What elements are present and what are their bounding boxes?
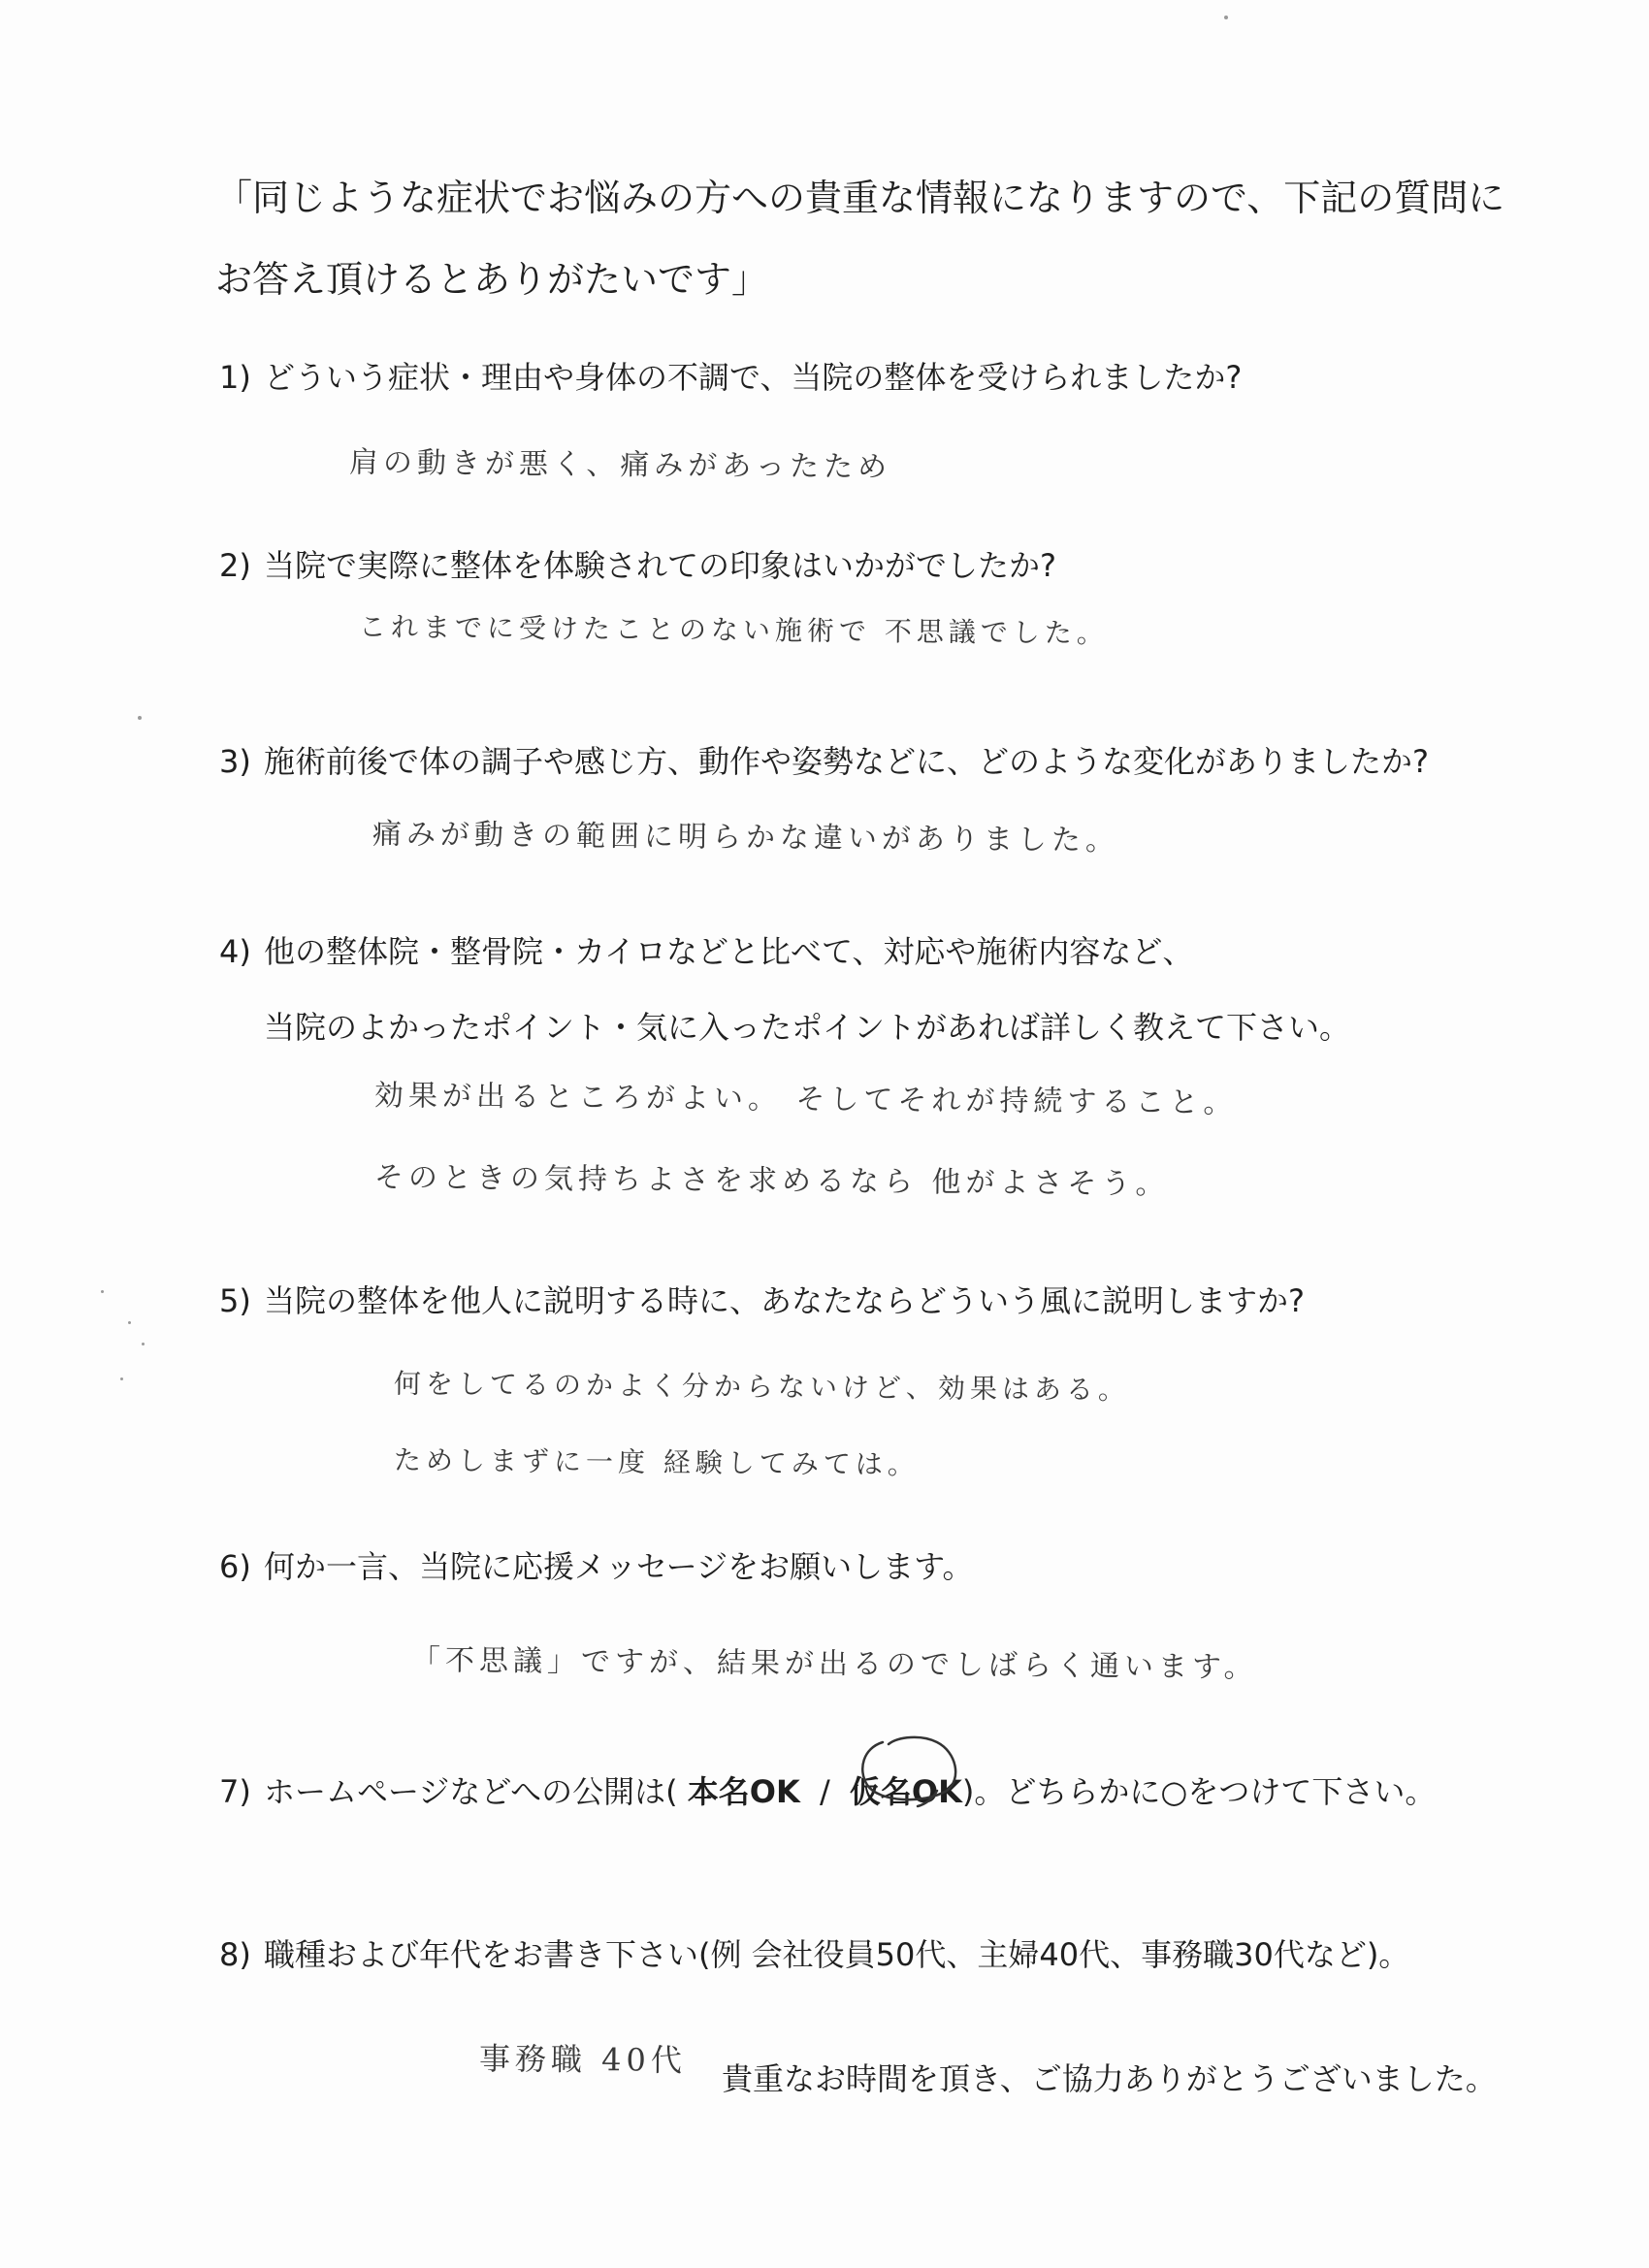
answer-4-line-1: 効果が出るところがよい。 そしてそれが持続すること。 — [373, 1079, 1238, 1120]
question-number: 4) — [219, 933, 251, 970]
question-number: 6) — [219, 1548, 251, 1585]
question-1 — [219, 353, 1242, 398]
question-text: 他の整体院・整骨院・カイロなどと比べて、対応や施術内容など、 — [264, 933, 1194, 970]
answer-8: 事務職 40代 — [478, 2040, 688, 2079]
question-2 — [219, 541, 1056, 586]
scan-speck — [120, 1377, 123, 1380]
intro-line-2: お答え頂けるとありがたいです」 — [215, 258, 769, 301]
answer-5-line-2: ためしまずに一度 経験してみては。 — [393, 1443, 921, 1481]
question-5 — [219, 1277, 1305, 1321]
question-4-continued: 当院のよかったポイント・気に入ったポイントがあれば詳しく教えて下さい。 — [264, 1009, 1351, 1046]
question-number: 3) — [219, 743, 251, 780]
question-3 — [219, 737, 1429, 782]
question-7 — [219, 1767, 1436, 1812]
choice-separator: / — [819, 1773, 830, 1810]
scan-speck — [101, 1290, 104, 1293]
choice-real-name[interactable]: 本名OK — [687, 1773, 800, 1810]
answer-4-line-2: そのときの気持ちよさを求めるなら 他がよさそう。 — [373, 1160, 1170, 1202]
question-number: 5) — [219, 1282, 251, 1319]
scan-speck — [138, 716, 142, 720]
scan-speck — [1224, 16, 1228, 19]
intro-text — [215, 157, 1505, 320]
question-text: 施術前後で体の調子や感じ方、動作や姿勢などに、どのような変化がありましたか? — [264, 743, 1429, 780]
question-text: 当院の整体を他人に説明する時に、あなたならどういう風に説明しますか? — [264, 1282, 1305, 1319]
question-text: 当院で実際に整体を体験されての印象はいかがでしたか? — [264, 547, 1056, 584]
question-text-before: ホームページなどへの公開は( — [264, 1773, 678, 1810]
question-8 — [219, 1930, 1409, 1975]
question-text: 職種および年代をお書き下さい(例 会社役員50代、主婦40代、事務職30代など)。 — [264, 1936, 1410, 1973]
choice-pseudonym[interactable]: 仮名OK — [849, 1773, 962, 1810]
scan-speck — [128, 1321, 131, 1324]
answer-3: 痛みが動きの範囲に明らかな違いがありました。 — [372, 817, 1120, 859]
hand-drawn-circle-icon — [854, 1731, 962, 1808]
question-6 — [219, 1542, 974, 1587]
question-number: 7) — [219, 1773, 251, 1810]
scan-speck — [142, 1343, 145, 1345]
question-number: 8) — [219, 1936, 251, 1973]
question-text: 何か一言、当院に応援メッセージをお願いします。 — [264, 1548, 974, 1585]
question-4 — [219, 927, 1193, 972]
question-text: どういう症状・理由や身体の不調で、当院の整体を受けられましたか? — [264, 359, 1243, 396]
answer-2: これまでに受けたことのない施術で 不思議でした。 — [358, 610, 1110, 650]
intro-line-1: 「同じような症状でお悩みの方への貴重な情報になりますので、下記の質問に — [215, 177, 1505, 219]
answer-1: 肩の動きが悪く、痛みがあったため — [348, 445, 892, 485]
question-number: 1) — [219, 359, 251, 396]
answer-5-line-1: 何をしてるのかよく分からないけど、効果はある。 — [393, 1367, 1131, 1407]
question-text-after: )。どちらかに○をつけて下さい。 — [961, 1773, 1437, 1810]
answer-6: 「不思議」ですが、結果が出るのでしばらく通います。 — [410, 1643, 1258, 1685]
question-number: 2) — [219, 547, 251, 584]
closing-message: 貴重なお時間を頂き、ご協力ありがとうございました。 — [722, 2060, 1497, 2097]
